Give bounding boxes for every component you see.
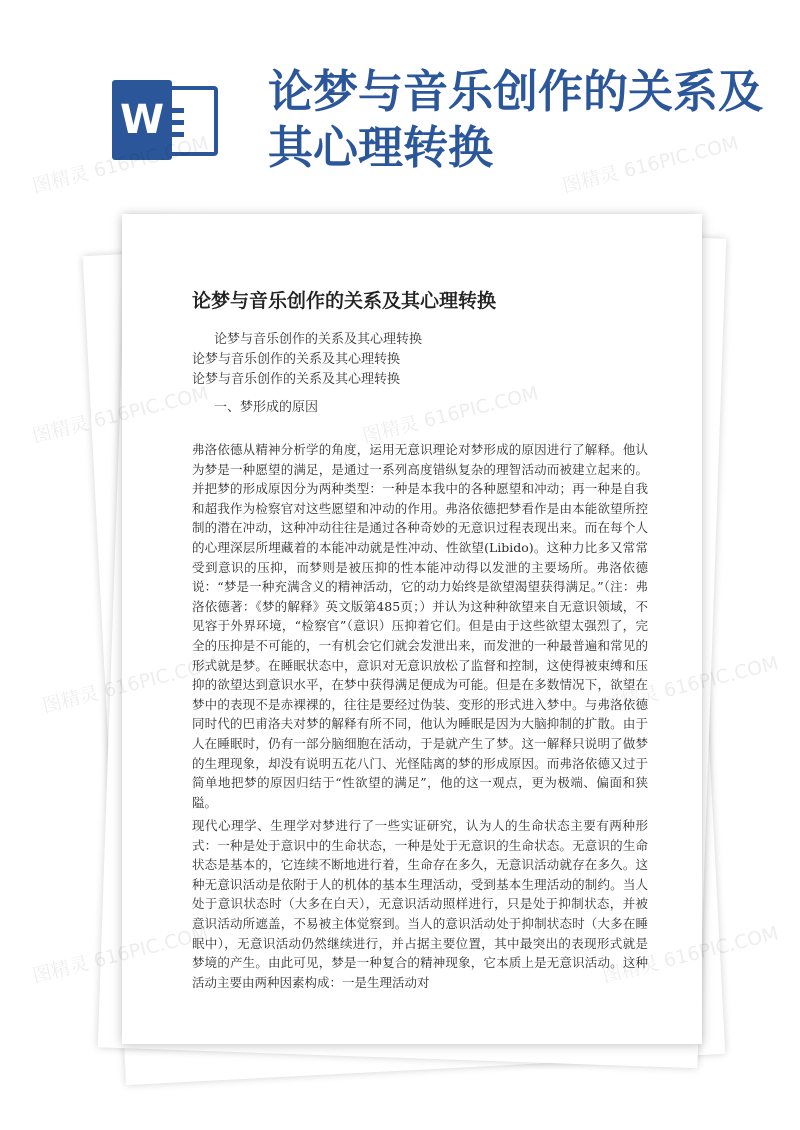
watermark: 图精灵	[40, 682, 102, 718]
watermark: 图精灵 616PIC.COM	[560, 132, 741, 198]
hero-title: 论梦与音乐创作的关系及其心理转换	[268, 65, 764, 174]
section-heading: 一、梦形成的原因	[214, 400, 319, 415]
body-paragraph: 弗洛依德从精神分析学的角度，运用无意识理论对梦形成的原因进行了解释。他认为梦是一种愿望的满足，是通过一系列高度错纵复杂的理智活动而被建立起来的。并把梦的形成原因分为两种类型：一种是本我中的各种愿望和冲动；再一种是自我和超我作为检察官对这些愿望和冲动的作用。弗洛依德把梦看作是由本能欲望所控制的潜在冲动，这种冲动往往是通过各种奇妙的无意识过程表现出来。而在每个人的心理深层所埋藏着的本能冲动就是性冲动、性欲望(Libido)。这种力比多又常常受到意识的压抑，而梦则是被压抑的性本能冲动得以发泄的主要场所。弗洛依德说：“梦是一种充满含义的精神活动，它的动力始终是欲望渴望获得满足。”（注：弗洛依德著：《梦的解释》英文版第485页；）并认为这种种欲望来自无意识领域，不见容于外界环境，“检察官”（意识）压抑着它们。但是由于这些欲望太强烈了，完全的压抑是不可能的，一有机会它们就会发泄出来，而发泄的一种最普遍和常见的形式就是梦。在睡眠状态中，意识对无意识放松了监督和控制，这使得被束缚和压抑的欲望达到意识水平，在梦中获得满足便成为可能。但是在多数情况下，欲望在梦中的表现不是赤裸裸的，往往是要经过伪装、变形的形式进入梦中。与弗洛依德同时代的巴甫洛夫对梦的解释有所不同，他认为睡眠是因为大脑抑制的扩散。由于人在睡眠时，仍有一部分脑细胞在活动，于是就产生了梦。这一解释只说明了做梦的生理现象，却没有说明五花八门、光怪陆离的梦的形成原因。而弗洛依德又过于简单地把梦的原因归结于“性欲望的满足”，他的这一观点，更为极端、偏面和狭隘。	[192, 442, 648, 810]
watermark: 616PIC.COM	[661, 922, 781, 973]
subtitle-line: 论梦与音乐创作的关系及其心理转换	[192, 372, 401, 387]
watermark: 图精灵	[30, 412, 92, 448]
watermark: 图精灵 616PIC.COM	[30, 132, 211, 198]
word-logo-letter: W	[112, 80, 172, 160]
document-subtitles	[192, 330, 422, 390]
subtitle-line: 论梦与音乐创作的关系及其心理转换	[192, 352, 401, 367]
word-logo	[112, 80, 222, 160]
subtitle-line: 论梦与音乐创作的关系及其心理转换	[214, 332, 423, 347]
watermark: 616PIC.COM	[661, 652, 781, 703]
watermark: 图精灵	[30, 952, 92, 988]
document-page	[122, 214, 702, 1044]
document-title: 论梦与音乐创作的关系及其心理转换	[192, 290, 497, 312]
body-paragraph: 现代心理学、生理学对梦进行了一些实证研究，认为人的生命状态主要有两种形式：一种是处于意识中的生命状态，一种是处于无意识的生命状态。无意识的生命状态是基本的，它连续不断地进行着，生命存在多久，无意识活动就存在多久。这种无意识活动是依附于人的机体的基本生理活动，受到基本生理活动的制约。当人处于意识状态时（大多在白天），无意识活动照样进行，只是处于抑制状态，并被意识活动所遮盖，不易被主体觉察到。当人的意识活动处于抑制状态时（大多在睡眠中），无意识活动仍然继续进行，并占据主要位置，其中最突出的表现形式就是梦境的产生。由此可见，梦是一种复合的精神现象，它本质上是无意识活动。这种活动主要由两种因素构成：一是生理活动对	[192, 818, 648, 990]
